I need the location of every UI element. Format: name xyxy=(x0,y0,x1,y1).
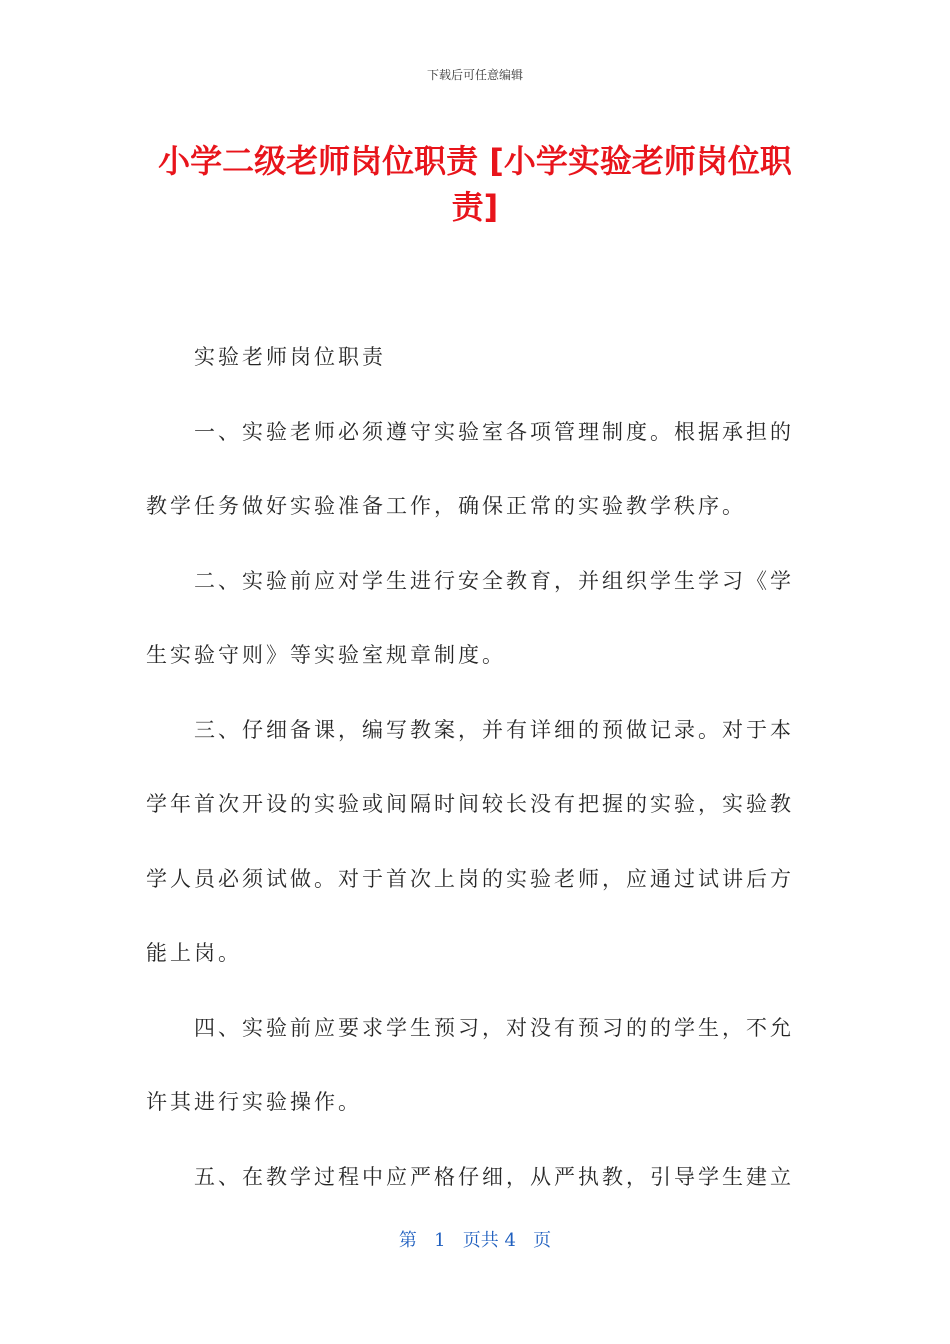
footer-prefix: 第 xyxy=(398,1230,417,1251)
document-body xyxy=(146,320,794,1214)
section-heading: 实验老师岗位职责 xyxy=(194,345,386,369)
paragraph: 五、在教学过程中应严格仔细，从严执教，引导学生建立 xyxy=(194,1164,794,1189)
document-title: 小学二级老师岗位职责 [小学实验老师岗位职责] xyxy=(158,142,792,226)
footer-middle: 页共 xyxy=(462,1230,499,1251)
paragraph: 二、实验前应对学生进行安全教育，并组织学生学习《学生实验守则》等实验室规章制度。 xyxy=(146,568,794,667)
paragraph: 三、仔细备课，编写教案，并有详细的预做记录。对于本学年首次开设的实验或间隔时间较长没有把握的实验，实验教学人员必须试做。对于首次上岗的实验老师，应通过试讲后方能上岗。 xyxy=(146,717,794,965)
header-note: 下载后可任意编辑 xyxy=(426,68,523,82)
paragraph: 四、实验前应要求学生预习，对没有预习的的学生，不允许其进行实验操作。 xyxy=(146,1015,794,1114)
page-number-footer xyxy=(0,1226,950,1252)
current-page-number: 1 xyxy=(434,1230,446,1251)
footer-suffix: 页 xyxy=(533,1230,552,1251)
paragraph: 一、实验老师必须遵守实验室各项管理制度。根据承担的教学任务做好实验准备工作，确保正常的实验教学秩序。 xyxy=(146,419,794,518)
total-page-count: 4 xyxy=(504,1230,516,1251)
